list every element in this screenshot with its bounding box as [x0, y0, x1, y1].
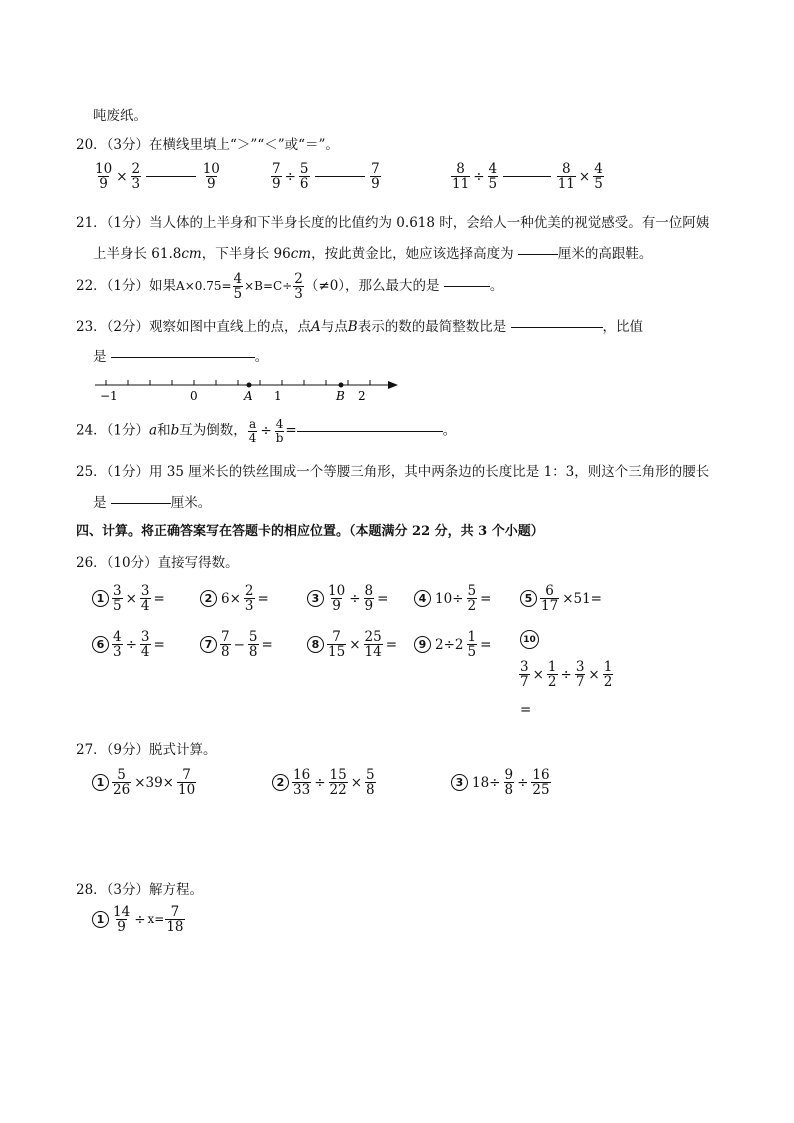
- circled-number: 9: [414, 636, 431, 653]
- q26-item-6: 6 $\frac{4}{3}$ ÷ $\frac{3}{4}$ =: [92, 630, 167, 659]
- circled-number: 2: [272, 774, 289, 791]
- tick-label: 1: [274, 389, 282, 403]
- q26-item-1: 1 $\frac{3}{5}$ × $\frac{3}{4}$ =: [92, 584, 167, 613]
- circled-number: 6: [92, 636, 109, 653]
- q20-lead: 20．（3分）在横线里填上“＞”“＜”或“＝”。: [76, 137, 339, 153]
- tick-label: 0: [190, 389, 198, 403]
- circled-number: 2: [200, 590, 217, 607]
- tick-label: 2: [358, 389, 366, 403]
- q21-line-1: 21．（1分）当人体的上半身和下半身长度的比值约为 0.618 时，会给人一种优美的视觉感受。有一位阿姨: [76, 215, 710, 231]
- q26-item-9: 9 2÷2 $\frac{1}{5}$ =: [414, 630, 493, 659]
- circled-number: 10: [520, 630, 539, 649]
- q23-line-2: 是 。: [93, 349, 269, 365]
- q22-line: 22．（1分）如果A×0.75= $\frac{4}{5}$ ×B=C÷ $\frac{2}{3}$ （≠0），那么最大的是 。: [76, 271, 504, 303]
- q26-item-4: 4 10÷ $\frac{5}{2}$ =: [414, 584, 493, 613]
- q26-item-10: [520, 630, 541, 649]
- tick-label: −1: [100, 389, 118, 403]
- circled-number: 1: [92, 590, 109, 607]
- q26-item-2: 2 6× $\frac{2}{3}$ =: [200, 584, 271, 613]
- circled-number: 3: [451, 774, 468, 791]
- circled-number: 7: [200, 636, 217, 653]
- answer-blank[interactable]: [297, 431, 443, 432]
- q26-item-3: 3 $\frac{10}{9}$ ÷ $\frac{8}{9}$ =: [307, 584, 390, 613]
- q26-item-10-expr: $\frac{3}{7}$ × $\frac{1}{2}$ ÷ $\frac{3}{7}$ × $\frac{1}{2}$: [520, 659, 613, 691]
- q26-item-5: 5 $\frac{6}{17}$ ×51=: [520, 584, 604, 613]
- circled-number: 8: [307, 636, 324, 653]
- continuation-text: 吨废纸。: [93, 108, 147, 124]
- circled-number: 1: [92, 911, 109, 928]
- answer-blank[interactable]: [146, 176, 196, 177]
- q27-item-1: 1 $\frac{5}{26}$ ×39× $\frac{7}{10}$: [92, 768, 197, 797]
- q26-lead: 26．（10分）直接写得数。: [76, 555, 239, 571]
- answer-blank[interactable]: [503, 176, 551, 177]
- circled-number: 4: [414, 590, 431, 607]
- q27-item-2: 2 $\frac{16}{33}$ ÷ $\frac{15}{22}$ × $\frac{5}{8}$: [272, 768, 377, 797]
- answer-blank[interactable]: [511, 327, 603, 328]
- q27-lead: 27．（9分）脱式计算。: [76, 742, 217, 758]
- section-heading: 四、计算。将正确答案写在答题卡的相应位置。（本题满分 22 分，共 3 个小题）: [76, 524, 544, 539]
- q28-item-1: 1 $\frac{14}{9}$ ÷ x= $\frac{7}{18}$: [92, 905, 186, 934]
- circled-number: 1: [92, 774, 109, 791]
- q24-line: 24．（1分）a和b互为倒数， $\frac{a}{4}$ ÷ $\frac{4}{b}$ = 。: [76, 417, 457, 445]
- q26-item-7: 7 $\frac{7}{8}$ − $\frac{5}{8}$ =: [200, 630, 275, 659]
- q23-line-1: 23．（2分）观察如图中直线上的点，点A与点B表示的数的最简整数比是 ，比值: [76, 319, 643, 335]
- tick-label: B: [336, 389, 345, 403]
- point-a: [247, 383, 252, 388]
- point-b: [339, 383, 344, 388]
- answer-blank[interactable]: [315, 176, 365, 177]
- number-line: [90, 372, 410, 404]
- answer-blank[interactable]: [111, 503, 171, 504]
- q20-item-3: $\frac{8}{11}$ ÷ $\frac{4}{5}$ $\frac{8}{11}$ × $\frac{4}{5}$: [452, 161, 603, 193]
- equals-sign: =: [520, 702, 532, 718]
- q28-lead: 28．（3分）解方程。: [76, 882, 204, 898]
- answer-blank[interactable]: [518, 254, 558, 255]
- q25-line-2: 是 厘米。: [93, 495, 212, 511]
- answer-blank[interactable]: [111, 357, 255, 358]
- q27-item-3: 3 18÷ $\frac{9}{8}$ ÷ $\frac{16}{25}$: [451, 768, 552, 797]
- answer-blank[interactable]: [444, 286, 490, 287]
- q26-item-8: 8 $\frac{7}{15}$ × $\frac{25}{14}$ =: [307, 630, 399, 659]
- tick-label: A: [244, 389, 253, 403]
- q21-line-2: 上半身长 61.8cm，下半身长 96cm，按此黄金比，她应该选择高度为 厘米的高跟鞋。: [93, 246, 653, 262]
- circled-number: 3: [307, 590, 324, 607]
- q20-item-1: $\frac{10}{9}$ × $\frac{2}{3}$ $\frac{10}{9}$: [95, 161, 220, 193]
- q25-line-1: 25．（1分）用 35 厘米长的铁丝围成一个等腰三角形，其中两条边的长度比是 1：3，则这个三角形的腰长: [76, 464, 710, 480]
- q20-item-2: $\frac{7}{9}$ ÷ $\frac{5}{6}$ $\frac{7}{9}$: [272, 161, 380, 193]
- circled-number: 5: [520, 590, 537, 607]
